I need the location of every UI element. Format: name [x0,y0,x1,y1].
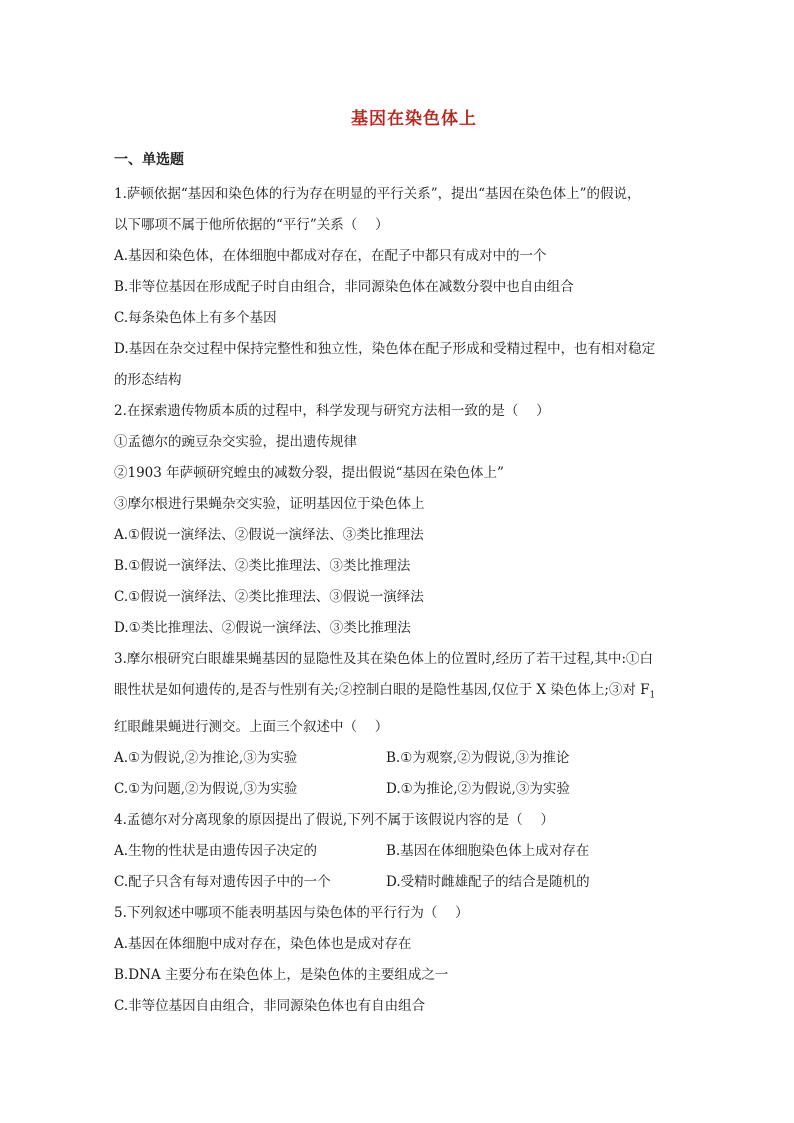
option-c: C.配子只含有每对遗传因子中的一个 [114,873,331,890]
question-stem: 5.下列叙述中哪项不能表明基因与染色体的平行行为（ ） [114,904,469,921]
statement-2: ②1903 年萨顿研究蝗虫的减数分裂，提出假说“基因在染色体上” [114,465,504,481]
section-heading: 一、单选题 [114,152,184,168]
option-b: B.非等位基因在形成配子时自由组合，非同源染色体在减数分裂中也自由组合 [114,279,574,295]
statement-3: ③摩尔根进行果蝇杂交实验，证明基因位于染色体上 [114,496,425,512]
question-2 [114,396,714,644]
option-b: B.基因在体细胞染色体上成对存在 [386,842,590,859]
options-row [114,867,714,898]
question-stem: 以下哪项不属于他所依据的“平行”关系（ ） [114,217,389,233]
question-stem: 1.萨顿依据“基因和染色体的行为存在明显的平行关系”，提出“基因在染色体上”的假说， [114,186,641,202]
option-b: B.①为观察,②为假说,③为推论 [386,749,570,766]
option-d: D.①为推论,②为假说,③为实验 [386,780,570,797]
question-stem: 红眼雌果蝇进行测交。上面三个叙述中（ ） [114,718,389,735]
question-4 [114,805,714,898]
option-a: A.①为假说,②为推论,③为实验 [114,749,298,766]
option-a: A.基因和染色体，在体细胞中都成对存在，在配子中都只有成对中的一个 [114,248,547,264]
option-a: A.①假说一演绎法、②假说一演绎法、③类比推理法 [114,527,424,543]
option-b: B.①假说一演绎法、②类比推理法、③类比推理法 [114,558,411,574]
statement-1: ①孟德尔的豌豆杂交实验，提出遗传规律 [114,434,357,450]
document-title: 基因在染色体上 [351,109,477,129]
option-c: C.①为问题,②为假说,③为实验 [114,780,298,797]
question-3 [114,644,714,805]
question-stem: 2.在探索遗传物质本质的过程中，科学发现与研究方法相一致的是（ ） [114,403,550,419]
option-d: D.基因在杂交过程中保持完整性和独立性，染色体在配子形成和受精过程中，也有相对稳定 [114,341,656,357]
question-stem [114,675,714,712]
question-stem-text: 眼性状是如何遗传的,是否与性别有关;②控制白眼的是隐性基因,仅位于 X 染色体上;③对 F [114,682,650,698]
question-1 [114,179,714,396]
option-d: D.①类比推理法、②假说一演绎法、③类比推理法 [114,620,411,636]
option-c: C.①假说一演绎法、②类比推理法、③假说一演绎法 [114,589,424,605]
subscript: 1 [649,690,656,701]
question-stem: 4.孟德尔对分离现象的原因提出了假说,下列不属于该假说内容的是（ ） [114,811,554,828]
question-stem: 3.摩尔根研究白眼雄果蝇基因的显隐性及其在染色体上的位置时,经历了若干过程,其中:①白 [114,651,654,667]
option-d-continued: 的形态结构 [114,372,182,388]
option-c: C.非等位基因自由组合，非同源染色体也有自由组合 [114,997,426,1014]
options-row [114,836,714,867]
option-a: A.生物的性状是由遗传因子决定的 [114,842,318,859]
question-5 [114,898,714,1022]
option-c: C.每条染色体上有多个基因 [114,310,277,326]
option-a: A.基因在体细胞中成对存在，染色体也是成对存在 [114,935,412,952]
options-row [114,774,714,805]
option-b: B.DNA 主要分布在染色体上，是染色体的主要组成之一 [114,966,449,983]
option-d: D.受精时雌雄配子的结合是随机的 [386,873,590,890]
options-row [114,743,714,774]
